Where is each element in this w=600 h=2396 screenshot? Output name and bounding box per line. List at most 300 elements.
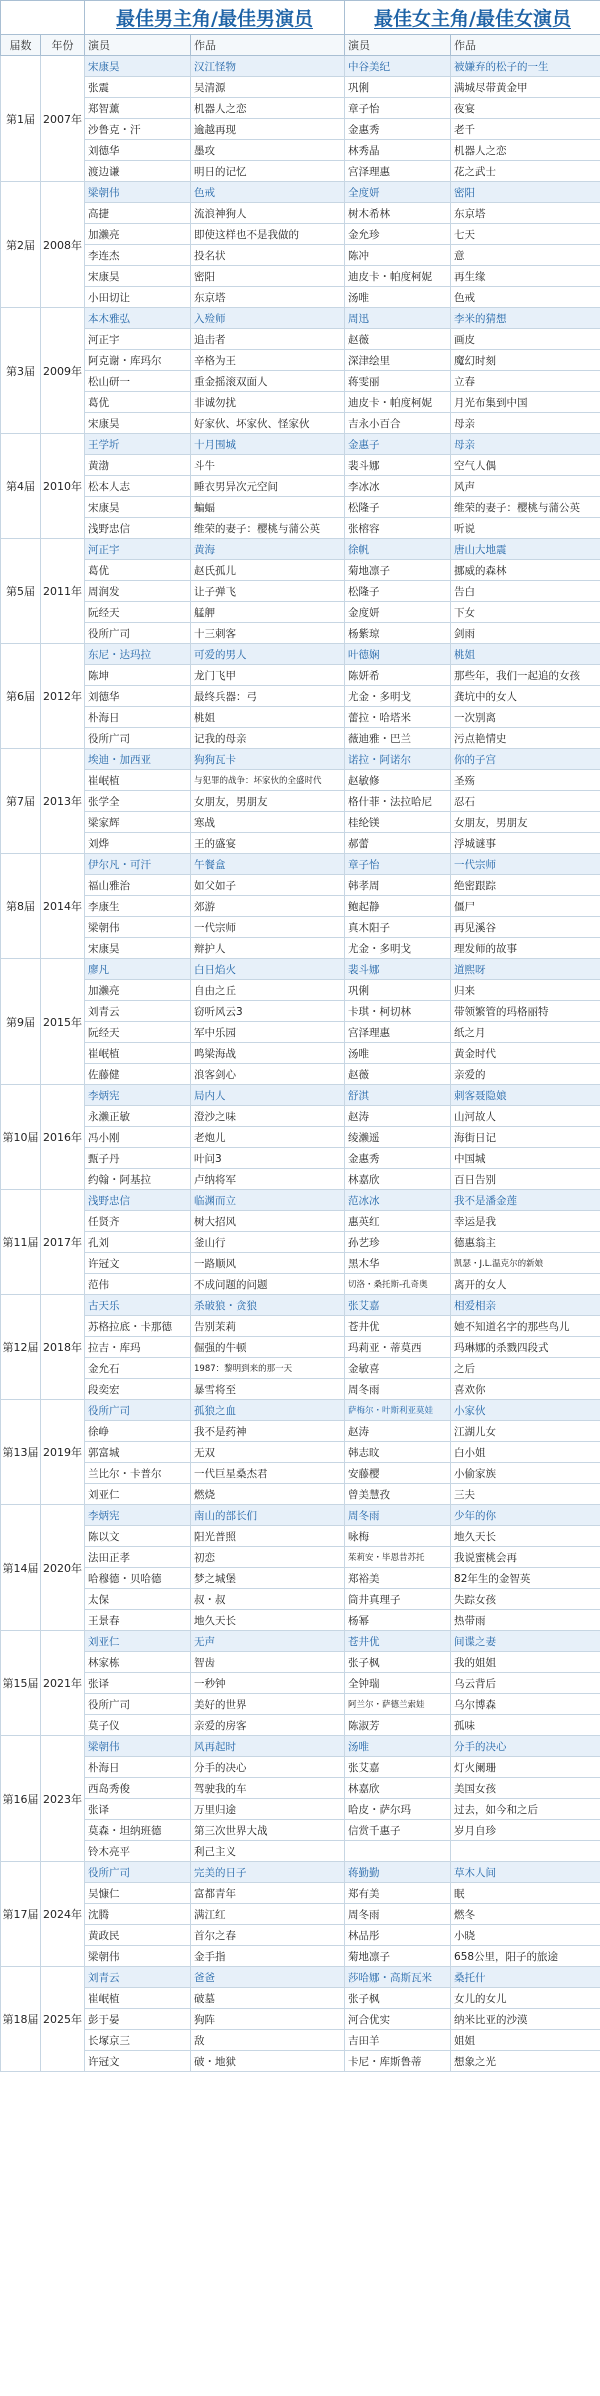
actor-work-cell: 入殓师 bbox=[191, 308, 345, 329]
actor-cell: 崔岷植 bbox=[85, 1988, 191, 2009]
actress-work-cell: 圣殇 bbox=[451, 770, 600, 791]
nominee-row bbox=[1, 581, 600, 602]
actor-work-cell: 一路顺风 bbox=[191, 1253, 345, 1274]
actor-work-cell: 郊游 bbox=[191, 896, 345, 917]
actor-cell: 孔刘 bbox=[85, 1232, 191, 1253]
actor-cell: 李炳宪 bbox=[85, 1085, 191, 1106]
actor-work-cell: 午餐盒 bbox=[191, 854, 345, 875]
actor-cell: 拉吉・库玛 bbox=[85, 1337, 191, 1358]
actor-group-header: 最佳男主角/最佳男演员 bbox=[85, 1, 345, 35]
actress-cell: 蒋雯丽 bbox=[345, 371, 451, 392]
nominee-row bbox=[1, 1841, 600, 1862]
actor-work-cell: 明日的记忆 bbox=[191, 161, 345, 182]
actor-work-cell: 汉江怪物 bbox=[191, 56, 345, 77]
actor-work-cell: 流浪神狗人 bbox=[191, 203, 345, 224]
session-label: 第3届 bbox=[1, 308, 41, 434]
actor-cell: 吴慷仁 bbox=[85, 1883, 191, 1904]
session-year: 2009年 bbox=[41, 308, 85, 434]
actress-cell: 卡尼・库斯鲁蒂 bbox=[345, 2051, 451, 2072]
actor-work-cell: 倔强的牛顿 bbox=[191, 1337, 345, 1358]
actor-cell: 莫子仪 bbox=[85, 1715, 191, 1736]
actor-cell: 范伟 bbox=[85, 1274, 191, 1295]
session-year: 2019年 bbox=[41, 1400, 85, 1505]
actor-cell: 梁朝伟 bbox=[85, 182, 191, 203]
actor-work-cell: 机器人之恋 bbox=[191, 98, 345, 119]
actress-cell: 切洛・桑托斯-孔奇奥 bbox=[345, 1274, 451, 1295]
actor-work-cell: 初恋 bbox=[191, 1547, 345, 1568]
actress-cell: 陈妍希 bbox=[345, 665, 451, 686]
actress-cell: 汤唯 bbox=[345, 287, 451, 308]
actor-cell: 黄渤 bbox=[85, 455, 191, 476]
actor-work-cell: 与犯罪的战争：坏家伙的全盛时代 bbox=[191, 770, 345, 791]
actress-cell: 赵敏修 bbox=[345, 770, 451, 791]
nominee-row bbox=[1, 707, 600, 728]
actress-work-cell: 燃冬 bbox=[451, 1904, 600, 1925]
actor-cell: 郑智薰 bbox=[85, 98, 191, 119]
col-actress-header: 演员 bbox=[345, 35, 451, 56]
winner-row bbox=[1, 56, 600, 77]
winner-row bbox=[1, 749, 600, 770]
actor-cell: 张译 bbox=[85, 1799, 191, 1820]
actor-cell: 佐藤健 bbox=[85, 1064, 191, 1085]
actor-work-cell: 满江红 bbox=[191, 1904, 345, 1925]
actor-cell: 刘烨 bbox=[85, 833, 191, 854]
actor-work-cell: 如父如子 bbox=[191, 875, 345, 896]
actor-work-cell: 好家伙、坏家伙、怪家伙 bbox=[191, 413, 345, 434]
actress-work-cell: 孤味 bbox=[451, 1715, 600, 1736]
session-label: 第10届 bbox=[1, 1085, 41, 1190]
actress-work-cell: 画皮 bbox=[451, 329, 600, 350]
actor-work-cell: 第三次世界大战 bbox=[191, 1820, 345, 1841]
session-year: 2020年 bbox=[41, 1505, 85, 1631]
actor-cell: 张学全 bbox=[85, 791, 191, 812]
actor-work-cell: 追击者 bbox=[191, 329, 345, 350]
actor-work-cell: 敌 bbox=[191, 2030, 345, 2051]
nominee-row bbox=[1, 1358, 600, 1379]
actor-cell: 葛优 bbox=[85, 560, 191, 581]
actress-cell: 真木阳子 bbox=[345, 917, 451, 938]
actress-cell: 周冬雨 bbox=[345, 1505, 451, 1526]
actress-work-cell bbox=[451, 1841, 600, 1862]
actor-work-cell: 逾越再现 bbox=[191, 119, 345, 140]
winner-row bbox=[1, 308, 600, 329]
actor-cell: 法田正孝 bbox=[85, 1547, 191, 1568]
actor-cell: 林家栋 bbox=[85, 1652, 191, 1673]
actor-work-cell: 卢纳将军 bbox=[191, 1169, 345, 1190]
actress-cell: 周迅 bbox=[345, 308, 451, 329]
actress-cell: 菊地凛子 bbox=[345, 560, 451, 581]
actor-cell: 朴海日 bbox=[85, 1757, 191, 1778]
actor-work-cell: 赵氏孤儿 bbox=[191, 560, 345, 581]
nominee-row bbox=[1, 1610, 600, 1631]
actor-cell: 役所广司 bbox=[85, 1862, 191, 1883]
actress-cell: 林秀晶 bbox=[345, 140, 451, 161]
actress-work-cell: 喜欢你 bbox=[451, 1379, 600, 1400]
nominee-row bbox=[1, 224, 600, 245]
nominee-row bbox=[1, 602, 600, 623]
nominee-row bbox=[1, 1484, 600, 1505]
actor-work-cell: 1987：黎明到来的那一天 bbox=[191, 1358, 345, 1379]
actor-work-cell: 浪客剑心 bbox=[191, 1064, 345, 1085]
actress-cell: 赵涛 bbox=[345, 1421, 451, 1442]
actress-cell: 林品彤 bbox=[345, 1925, 451, 1946]
actor-cell: 沈腾 bbox=[85, 1904, 191, 1925]
actor-cell: 松本人志 bbox=[85, 476, 191, 497]
actress-work-cell: 母亲 bbox=[451, 413, 600, 434]
actress-work-cell: 被嫌弃的松子的一生 bbox=[451, 56, 600, 77]
actress-work-cell: 小家伙 bbox=[451, 1400, 600, 1421]
nominee-row bbox=[1, 1379, 600, 1400]
actor-work-cell: 老炮儿 bbox=[191, 1127, 345, 1148]
nominee-row bbox=[1, 413, 600, 434]
session-label: 第16届 bbox=[1, 1736, 41, 1862]
actress-cell: 卡琪・柯切林 bbox=[345, 1001, 451, 1022]
actress-work-cell: 草木人间 bbox=[451, 1862, 600, 1883]
session-label: 第7届 bbox=[1, 749, 41, 854]
session-year: 2013年 bbox=[41, 749, 85, 854]
actor-cell: 刘德华 bbox=[85, 686, 191, 707]
col-actress-work-header: 作品 bbox=[451, 35, 600, 56]
actor-work-cell: 十三刺客 bbox=[191, 623, 345, 644]
actress-work-cell: 美国女孩 bbox=[451, 1778, 600, 1799]
actress-work-cell: 纸之月 bbox=[451, 1022, 600, 1043]
actor-work-cell: 南山的部长们 bbox=[191, 1505, 345, 1526]
nominee-row bbox=[1, 329, 600, 350]
actor-cell: 永濑正敏 bbox=[85, 1106, 191, 1127]
actor-work-cell: 墨攻 bbox=[191, 140, 345, 161]
nominee-row bbox=[1, 245, 600, 266]
actor-work-cell: 分手的决心 bbox=[191, 1757, 345, 1778]
actress-work-cell: 幸运是我 bbox=[451, 1211, 600, 1232]
actor-cell: 梁朝伟 bbox=[85, 1736, 191, 1757]
actress-work-cell: 带领繁管的玛格丽特 bbox=[451, 1001, 600, 1022]
col-year-header: 年份 bbox=[41, 35, 85, 56]
actor-cell: 太保 bbox=[85, 1589, 191, 1610]
actress-cell: 树木希林 bbox=[345, 203, 451, 224]
session-year: 2011年 bbox=[41, 539, 85, 644]
actress-work-cell: 东京塔 bbox=[451, 203, 600, 224]
actress-work-cell: 过去，如今和之后 bbox=[451, 1799, 600, 1820]
nominee-row bbox=[1, 119, 600, 140]
actor-work-cell: 密阳 bbox=[191, 266, 345, 287]
actress-work-cell: 挪威的森林 bbox=[451, 560, 600, 581]
nominee-row bbox=[1, 896, 600, 917]
actress-work-cell: 李米的猜想 bbox=[451, 308, 600, 329]
actress-cell bbox=[345, 1841, 451, 1862]
actor-work-cell: 富都青年 bbox=[191, 1883, 345, 1904]
actress-cell: 松隆子 bbox=[345, 581, 451, 602]
actress-cell: 迪皮卡・帕度柯妮 bbox=[345, 392, 451, 413]
actress-cell: 杨紫琼 bbox=[345, 623, 451, 644]
actor-cell: 本木雅弘 bbox=[85, 308, 191, 329]
actress-cell: 迪皮卡・帕度柯妮 bbox=[345, 266, 451, 287]
actor-cell: 许冠文 bbox=[85, 1253, 191, 1274]
actress-cell: 章子怡 bbox=[345, 98, 451, 119]
winner-row bbox=[1, 1400, 600, 1421]
actor-work-cell: 利己主义 bbox=[191, 1841, 345, 1862]
actress-cell: 金惠秀 bbox=[345, 1148, 451, 1169]
actress-cell: 张艾嘉 bbox=[345, 1295, 451, 1316]
actor-work-cell: 不成问题的问题 bbox=[191, 1274, 345, 1295]
actor-cell: 宋康昊 bbox=[85, 266, 191, 287]
actor-cell: 崔岷植 bbox=[85, 1043, 191, 1064]
actress-cell: 宫泽理惠 bbox=[345, 1022, 451, 1043]
actor-cell: 渡边谦 bbox=[85, 161, 191, 182]
actor-cell: 金允石 bbox=[85, 1358, 191, 1379]
actress-cell: 巩俐 bbox=[345, 77, 451, 98]
winner-row bbox=[1, 1505, 600, 1526]
corner-cell bbox=[1, 1, 85, 35]
col-session-header: 届数 bbox=[1, 35, 41, 56]
actor-work-cell: 睡衣男异次元空间 bbox=[191, 476, 345, 497]
actor-cell: 徐峥 bbox=[85, 1421, 191, 1442]
actress-cell: 桂纶镁 bbox=[345, 812, 451, 833]
winner-row bbox=[1, 1967, 600, 1988]
actor-work-cell: 一代巨星桑杰君 bbox=[191, 1463, 345, 1484]
col-actor-header: 演员 bbox=[85, 35, 191, 56]
actress-work-cell: 龚坑中的女人 bbox=[451, 686, 600, 707]
nominee-row bbox=[1, 1253, 600, 1274]
actor-cell: 王学圻 bbox=[85, 434, 191, 455]
actress-cell: 萨梅尔・叶斯利亚莫娃 bbox=[345, 1400, 451, 1421]
actress-work-cell: 凯瑟・J.L.温克尔的新娘 bbox=[451, 1253, 600, 1274]
nominee-row bbox=[1, 1946, 600, 1967]
actress-cell: 曾美慧孜 bbox=[345, 1484, 451, 1505]
session-label: 第17届 bbox=[1, 1862, 41, 1967]
actor-work-cell: 一代宗师 bbox=[191, 917, 345, 938]
nominee-row bbox=[1, 1043, 600, 1064]
session-year: 2024年 bbox=[41, 1862, 85, 1967]
nominee-row bbox=[1, 2030, 600, 2051]
actor-work-cell: 黄海 bbox=[191, 539, 345, 560]
actor-work-cell: 辛格为王 bbox=[191, 350, 345, 371]
actor-work-cell: 树大招风 bbox=[191, 1211, 345, 1232]
actor-cell: 梁朝伟 bbox=[85, 917, 191, 938]
actress-cell: 宫泽理惠 bbox=[345, 161, 451, 182]
actress-cell: 茱莉安・毕恩昔苏托 bbox=[345, 1547, 451, 1568]
actress-work-cell: 岁月自珍 bbox=[451, 1820, 600, 1841]
actor-work-cell: 最终兵器：弓 bbox=[191, 686, 345, 707]
actor-work-cell: 即使这样也不是我做的 bbox=[191, 224, 345, 245]
nominee-row bbox=[1, 2051, 600, 2072]
actress-cell: 金允珍 bbox=[345, 224, 451, 245]
actor-work-cell: 金手指 bbox=[191, 1946, 345, 1967]
actress-work-cell: 归来 bbox=[451, 980, 600, 1001]
nominee-row bbox=[1, 1316, 600, 1337]
nominee-row bbox=[1, 392, 600, 413]
actor-cell: 长塚京三 bbox=[85, 2030, 191, 2051]
actor-cell: 役所广司 bbox=[85, 623, 191, 644]
nominee-row bbox=[1, 287, 600, 308]
actress-cell: 格什菲・法拉哈尼 bbox=[345, 791, 451, 812]
nominee-row bbox=[1, 371, 600, 392]
actor-cell: 梁朝伟 bbox=[85, 1946, 191, 1967]
nominee-row bbox=[1, 1526, 600, 1547]
winner-row bbox=[1, 1862, 600, 1883]
actress-work-cell: 乌云背后 bbox=[451, 1673, 600, 1694]
actor-work-cell: 十月围城 bbox=[191, 434, 345, 455]
actress-work-cell: 相爱相亲 bbox=[451, 1295, 600, 1316]
actor-work-cell: 暴雪将至 bbox=[191, 1379, 345, 1400]
nominee-row bbox=[1, 1232, 600, 1253]
nominee-row bbox=[1, 1673, 600, 1694]
actor-cell: 冯小刚 bbox=[85, 1127, 191, 1148]
session-label: 第18届 bbox=[1, 1967, 41, 2072]
actress-cell: 吉永小百合 bbox=[345, 413, 451, 434]
actor-cell: 李炳宪 bbox=[85, 1505, 191, 1526]
actress-cell: 黑木华 bbox=[345, 1253, 451, 1274]
actor-cell: 河正宇 bbox=[85, 329, 191, 350]
actress-work-cell: 理发师的故事 bbox=[451, 938, 600, 959]
actor-work-cell: 局内人 bbox=[191, 1085, 345, 1106]
actress-work-cell: 再生缘 bbox=[451, 266, 600, 287]
actor-cell: 高捷 bbox=[85, 203, 191, 224]
nominee-row bbox=[1, 1589, 600, 1610]
nominee-row bbox=[1, 350, 600, 371]
actress-cell: 尤金・多明戈 bbox=[345, 686, 451, 707]
actress-work-cell: 告白 bbox=[451, 581, 600, 602]
actor-work-cell: 辩护人 bbox=[191, 938, 345, 959]
actress-work-cell: 海街日记 bbox=[451, 1127, 600, 1148]
actor-cell: 浅野忠信 bbox=[85, 1190, 191, 1211]
actress-cell: 汤唯 bbox=[345, 1043, 451, 1064]
nominee-row bbox=[1, 1820, 600, 1841]
actress-cell: 章子怡 bbox=[345, 854, 451, 875]
actress-cell: 舒淇 bbox=[345, 1085, 451, 1106]
actress-work-cell: 小晓 bbox=[451, 1925, 600, 1946]
actress-work-cell: 唐山大地震 bbox=[451, 539, 600, 560]
nominee-row bbox=[1, 1463, 600, 1484]
actress-cell: 陈淑芳 bbox=[345, 1715, 451, 1736]
actor-cell: 张译 bbox=[85, 1673, 191, 1694]
actress-work-cell: 灯火阑珊 bbox=[451, 1757, 600, 1778]
nominee-row bbox=[1, 1547, 600, 1568]
actor-cell: 甄子丹 bbox=[85, 1148, 191, 1169]
actress-work-cell: 亲爱的 bbox=[451, 1064, 600, 1085]
actress-work-cell: 浮城谜事 bbox=[451, 833, 600, 854]
nominee-row bbox=[1, 203, 600, 224]
session-year: 2007年 bbox=[41, 56, 85, 182]
actor-work-cell: 首尔之春 bbox=[191, 1925, 345, 1946]
actor-cell: 王景春 bbox=[85, 1610, 191, 1631]
actor-work-cell: 孤狼之血 bbox=[191, 1400, 345, 1421]
actor-cell: 古天乐 bbox=[85, 1295, 191, 1316]
actor-cell: 浅野忠信 bbox=[85, 518, 191, 539]
actress-cell: 全度妍 bbox=[345, 182, 451, 203]
actress-work-cell: 乌尔博森 bbox=[451, 1694, 600, 1715]
actor-work-cell: 记我的母亲 bbox=[191, 728, 345, 749]
actress-cell: 薇迪雅・巴兰 bbox=[345, 728, 451, 749]
actress-cell: 咏梅 bbox=[345, 1526, 451, 1547]
winner-row bbox=[1, 1295, 600, 1316]
session-label: 第6届 bbox=[1, 644, 41, 749]
actor-cell: 刘青云 bbox=[85, 1001, 191, 1022]
actress-work-cell: 658公里，阳子的旅途 bbox=[451, 1946, 600, 1967]
actor-work-cell: 自由之丘 bbox=[191, 980, 345, 1001]
actress-work-cell: 桃姐 bbox=[451, 644, 600, 665]
actress-work-cell: 纳米比亚的沙漠 bbox=[451, 2009, 600, 2030]
actress-work-cell: 江湖儿女 bbox=[451, 1421, 600, 1442]
actor-cell: 宋康昊 bbox=[85, 497, 191, 518]
actress-work-cell: 女朋友，男朋友 bbox=[451, 812, 600, 833]
actress-work-cell: 热带雨 bbox=[451, 1610, 600, 1631]
nominee-row bbox=[1, 1652, 600, 1673]
actor-cell: 阿克谢・库玛尔 bbox=[85, 350, 191, 371]
actress-work-cell: 失踪女孩 bbox=[451, 1589, 600, 1610]
actor-cell: 约翰・阿基拉 bbox=[85, 1169, 191, 1190]
nominee-row bbox=[1, 1694, 600, 1715]
actress-work-cell: 母亲 bbox=[451, 434, 600, 455]
actress-cell: 尤金・多明戈 bbox=[345, 938, 451, 959]
actress-work-cell: 绝密跟踪 bbox=[451, 875, 600, 896]
actress-work-cell: 污点艳情史 bbox=[451, 728, 600, 749]
actor-work-cell: 驾驶我的车 bbox=[191, 1778, 345, 1799]
actor-work-cell: 狗狗瓦卡 bbox=[191, 749, 345, 770]
actor-work-cell: 叔・叔 bbox=[191, 1589, 345, 1610]
nominee-row bbox=[1, 560, 600, 581]
actor-cell: 小田切让 bbox=[85, 287, 191, 308]
actor-work-cell: 寒战 bbox=[191, 812, 345, 833]
nominee-row bbox=[1, 623, 600, 644]
nominee-row bbox=[1, 140, 600, 161]
actor-cell: 加濑亮 bbox=[85, 980, 191, 1001]
actor-cell: 东尼・达玛拉 bbox=[85, 644, 191, 665]
actress-cell: 郑裕美 bbox=[345, 1568, 451, 1589]
nominee-row bbox=[1, 791, 600, 812]
actor-cell: 加濑亮 bbox=[85, 224, 191, 245]
actor-cell: 刘青云 bbox=[85, 1967, 191, 1988]
actor-cell: 李康生 bbox=[85, 896, 191, 917]
session-year: 2015年 bbox=[41, 959, 85, 1085]
actor-cell: 刘亚仁 bbox=[85, 1484, 191, 1505]
actress-work-cell: 月光布集到中国 bbox=[451, 392, 600, 413]
actress-work-cell: 魔幻时刻 bbox=[451, 350, 600, 371]
actor-work-cell: 智齿 bbox=[191, 1652, 345, 1673]
actor-cell: 西岛秀俊 bbox=[85, 1778, 191, 1799]
actor-work-cell: 美好的世界 bbox=[191, 1694, 345, 1715]
actor-work-cell: 军中乐园 bbox=[191, 1022, 345, 1043]
actress-work-cell: 间谍之妻 bbox=[451, 1631, 600, 1652]
actor-cell: 伊尔凡・可汗 bbox=[85, 854, 191, 875]
actress-work-cell: 她不知道名字的那些鸟儿 bbox=[451, 1316, 600, 1337]
actor-work-cell: 狗阵 bbox=[191, 2009, 345, 2030]
nominee-row bbox=[1, 686, 600, 707]
nominee-row bbox=[1, 1169, 600, 1190]
actress-cell: 叶德娴 bbox=[345, 644, 451, 665]
actress-work-cell: 之后 bbox=[451, 1358, 600, 1379]
actress-cell: 孙艺珍 bbox=[345, 1232, 451, 1253]
actress-work-cell: 女儿的女儿 bbox=[451, 1988, 600, 2009]
winner-row bbox=[1, 1085, 600, 1106]
actress-cell: 裴斗娜 bbox=[345, 455, 451, 476]
actor-work-cell: 色戒 bbox=[191, 182, 345, 203]
session-year: 2016年 bbox=[41, 1085, 85, 1190]
actor-cell: 苏格拉底・卡那德 bbox=[85, 1316, 191, 1337]
actor-cell: 张震 bbox=[85, 77, 191, 98]
actor-work-cell: 梦之城堡 bbox=[191, 1568, 345, 1589]
actress-work-cell: 满城尽带黄金甲 bbox=[451, 77, 600, 98]
actor-cell: 李连杰 bbox=[85, 245, 191, 266]
actor-work-cell: 桃姐 bbox=[191, 707, 345, 728]
nominee-row bbox=[1, 1925, 600, 1946]
actress-cell: 玛莉亚・蒂莫西 bbox=[345, 1337, 451, 1358]
actor-work-cell: 重金摇滚双面人 bbox=[191, 371, 345, 392]
actor-work-cell: 无声 bbox=[191, 1631, 345, 1652]
actress-cell: 周冬雨 bbox=[345, 1904, 451, 1925]
actress-cell: 韩志旼 bbox=[345, 1442, 451, 1463]
actor-cell: 埃迪・加西亚 bbox=[85, 749, 191, 770]
actress-work-cell: 百日告别 bbox=[451, 1169, 600, 1190]
